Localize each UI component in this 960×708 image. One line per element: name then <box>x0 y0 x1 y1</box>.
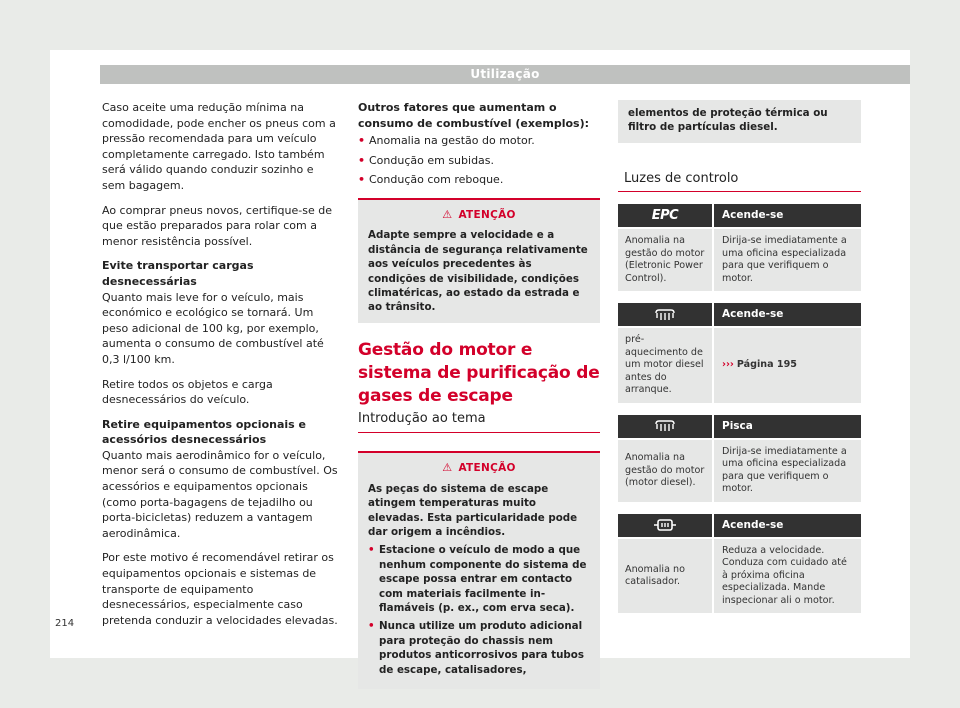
column-left <box>102 100 340 637</box>
warning-title: ATENÇÃO <box>458 208 516 221</box>
paragraph: Quanto mais leve for o veículo, mais económico e ecológico se tornará. Um peso adicional de 100 kg, por exemplo, aumenta o consumo de combustível até 0,3 l/100 km. <box>102 290 324 366</box>
lamp-status: Acende-se <box>714 204 861 227</box>
subsection-title: Introdução ao tema <box>358 411 600 434</box>
lamp-cause: Anomalia na gestão do motor (Eletronic Power Control). <box>618 229 714 291</box>
heading-cargas: Evite transportar cargas desnecessárias <box>102 259 254 288</box>
warning-list-item: • Estacione o veículo de modo a que nenhum componente do sistema de escape possa entrar em contacto com materiais facilmente inflamáveis (p. ex., com erva seca). <box>368 543 590 615</box>
paragraph: Por este motivo é recomendável retirar os equipamentos opcionais e sistemas de transporte de equipamento desnecessários, especialmente caso pretenda conduzir a velocidades elevadas. <box>102 551 338 627</box>
warning-continuation: elementos de proteção térmica ou filtro de partículas diesel. <box>618 100 861 143</box>
glow-plug-icon <box>654 309 676 321</box>
lamp-table <box>618 514 861 614</box>
page <box>50 50 910 676</box>
lamp-action: Reduza a velocidade. Conduza com cuidado até à próxima oficina especializada. Mande inspecionar ali o motor. <box>722 544 847 606</box>
lamp-table <box>618 415 861 502</box>
lamp-action: Dirija-se imediatamente a uma oficina especializada para que verifiquem o motor. <box>722 445 847 495</box>
page-number: 214 <box>55 618 75 629</box>
lamp-cause: pré-aquecimento de um motor diesel antes do arranque. <box>618 328 714 403</box>
list-item: • Anomalia na gestão do motor. <box>358 133 600 149</box>
list-item: • Condução em subidas. <box>358 153 600 169</box>
glow-plug-icon <box>654 420 676 432</box>
warning-icon: ⚠ <box>442 461 453 475</box>
heading-equipamentos: Retire equipamentos opcionais e acessórios desnecessários <box>102 417 306 447</box>
epc-icon: EPC <box>651 207 679 223</box>
lamp-status: Pisca <box>714 415 861 438</box>
warning-icon: ⚠ <box>442 207 453 221</box>
column-middle <box>358 100 600 705</box>
lamp-status: Acende-se <box>714 303 861 326</box>
warning-list-item: • Nunca utilize um produto adicional para proteção do chassis nem produtos anticorrosivos para tubos de escape, catalisadores, <box>368 619 590 677</box>
lamp-table <box>618 204 861 291</box>
factors-list <box>358 133 600 188</box>
section-title: Gestão do motor e sistema de purificação de gases de escape <box>358 339 600 406</box>
list-item: • Condução com reboque. <box>358 172 600 188</box>
lamp-cause: Anomalia no catalisador. <box>618 539 714 614</box>
column-right <box>618 100 861 625</box>
paragraph: Caso aceite uma redução mínima na comodidade, pode encher os pneus com a pressão recomendada para um veículo completamente carregado. Isto também será válido quando conduzir sozinho e sem bagagem. <box>102 101 336 192</box>
catalytic-converter-icon <box>653 518 677 532</box>
heading-fatores: Outros fatores que aumentam o consumo de combustível (exemplos): <box>358 101 590 130</box>
paragraph: Retire todos os objetos e carga desnecessários do veículo. <box>102 377 273 407</box>
paragraph: Ao comprar pneus novos, certifique-se de que estão preparados para rolar com a menor resistência possível. <box>102 203 332 248</box>
warning-text: Adapte sempre a velocidade e a distância de segurança relativamente aos veículos precedentes às condições de visibilidade, condições climatéricas, ao estado da estrada e ao trânsito. <box>368 229 588 314</box>
lights-title: Luzes de controlo <box>618 171 861 193</box>
warning-box-exhaust <box>358 451 600 689</box>
warning-title: ATENÇÃO <box>458 462 516 475</box>
warning-box <box>358 198 600 323</box>
warning-text: As peças do sistema de escape atingem temperaturas muito elevadas. Esta particularidade pode dar origem a incêndios. <box>368 482 578 539</box>
paragraph: Quanto mais aerodinâmico for o veículo, menor será o consumo de combustível. Os acessórios e equipamentos opcionais (como porta-bagagens de tejadilho ou porta-bicicletas) reduzem a vantagem aerodinâmica. <box>102 448 338 540</box>
lamp-table <box>618 303 861 403</box>
lamp-status: Acende-se <box>714 514 861 537</box>
page-reference-icon: ››› <box>722 359 734 371</box>
page-reference-link[interactable]: Página 195 <box>736 359 797 371</box>
lamp-action: Dirija-se imediatamente a uma oficina especializada para que verifiquem o motor. <box>722 235 847 284</box>
page-header: Utilização <box>100 65 910 84</box>
lamp-cause: Anomalia na gestão do motor (motor diesel). <box>618 440 714 502</box>
